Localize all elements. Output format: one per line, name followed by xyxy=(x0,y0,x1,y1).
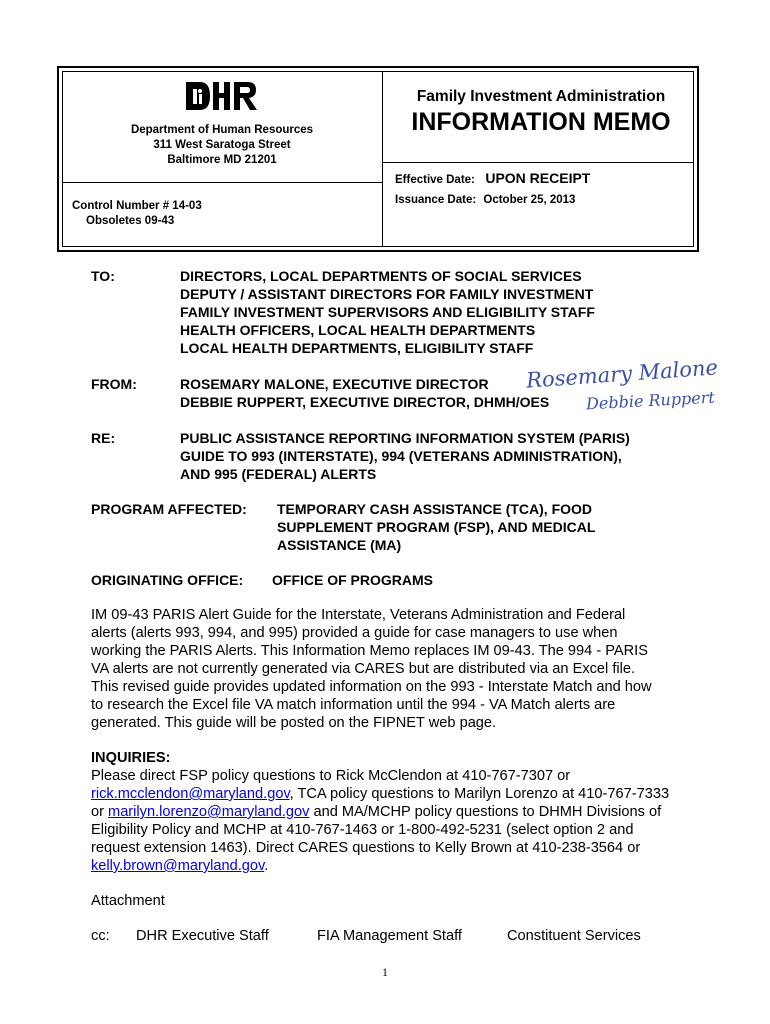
inquiries-text: . xyxy=(264,858,269,874)
administration-name: Family Investment Administration xyxy=(416,88,666,105)
inquiries-text: and MA/MCHP policy questions to DHMH Divisions of xyxy=(309,804,662,820)
from-line: DEBBIE RUPPERT, EXECUTIVE DIRECTOR, DHMH/OES xyxy=(180,394,550,410)
inquiries-line: Eligibility Policy and MCHP at 410-767-1463 or 1-800-492-5231 (select option 2 and xyxy=(91,822,634,838)
from-senders xyxy=(180,375,549,411)
dhr-logo xyxy=(186,80,258,112)
department-city: Baltimore MD 21201 xyxy=(167,154,277,166)
body-line: working the PARIS Alerts. This Information Memo replaces IM 09-43. The 994 - PARIS xyxy=(91,643,648,659)
from-line: ROSEMARY MALONE, EXECUTIVE DIRECTOR xyxy=(180,376,489,392)
signature-ruppert: Debbie Ruppert xyxy=(585,387,716,414)
department-street: 311 West Saratoga Street xyxy=(153,139,291,151)
issuance-date-value: October 25, 2013 xyxy=(483,194,576,206)
body-line: IM 09-43 PARIS Alert Guide for the Interstate, Veterans Administration and Federal xyxy=(91,607,626,623)
email-link-mcclendon[interactable]: rick.mcclendon@maryland.gov xyxy=(91,786,290,802)
program-line: TEMPORARY CASH ASSISTANCE (TCA), FOOD xyxy=(277,501,593,517)
inquiries-text: , TCA policy questions to Marilyn Lorenzo at 410-767-7333 xyxy=(289,786,670,802)
to-label: TO: xyxy=(91,268,115,284)
cc-item: DHR Executive Staff xyxy=(136,928,269,944)
inquiries-line xyxy=(91,785,669,803)
body-line: VA alerts are not currently generated via CARES but are distributed via an Excel file. xyxy=(91,661,636,677)
re-subject xyxy=(180,429,630,483)
originating-value: OFFICE OF PROGRAMS xyxy=(272,572,433,588)
to-recipients xyxy=(180,267,595,357)
control-number: Control Number # 14-03 xyxy=(72,200,202,212)
effective-date-label: Effective Date: xyxy=(395,174,475,186)
department-name: Department of Human Resources xyxy=(130,124,314,136)
re-line: AND 995 (FEDERAL) ALERTS xyxy=(180,466,377,482)
email-link-lorenzo[interactable]: marilyn.lorenzo@maryland.gov xyxy=(108,804,310,820)
originating-label: ORIGINATING OFFICE: xyxy=(91,572,244,588)
effective-date-row xyxy=(395,170,590,188)
body-line: This revised guide provides updated information on the 993 - Interstate Match and how xyxy=(91,679,652,695)
to-line: DIRECTORS, LOCAL DEPARTMENTS OF SOCIAL SERVICES xyxy=(180,268,582,284)
to-line: LOCAL HEALTH DEPARTMENTS, ELIGIBILITY STAFF xyxy=(180,340,534,356)
inquiries-line xyxy=(91,857,669,875)
inquiries-text: or xyxy=(91,804,109,820)
inquiries-line xyxy=(91,803,669,821)
to-line: FAMILY INVESTMENT SUPERVISORS AND ELIGIBILITY STAFF xyxy=(180,304,595,320)
cc-label: cc: xyxy=(91,928,110,944)
program-label: PROGRAM AFFECTED: xyxy=(91,501,247,517)
program-line: SUPPLEMENT PROGRAM (FSP), AND MEDICAL xyxy=(277,519,596,535)
inquiries-heading: INQUIRIES: xyxy=(91,750,171,766)
attachment-label: Attachment xyxy=(91,893,165,909)
program-line: ASSISTANCE (MA) xyxy=(277,537,402,553)
cc-item: FIA Management Staff xyxy=(317,928,462,944)
issuance-date-row xyxy=(395,194,575,206)
re-line: PUBLIC ASSISTANCE REPORTING INFORMATION SYSTEM (PARIS) xyxy=(180,430,630,446)
header-divider-right xyxy=(382,162,694,163)
body-line: generated. This guide will be posted on the FIPNET web page. xyxy=(91,715,497,731)
body-line: to research the Excel file VA match information until the 994 - VA Match alerts are xyxy=(91,697,616,713)
issuance-date-label: Issuance Date: xyxy=(395,194,477,206)
memo-body xyxy=(91,606,652,732)
dhr-logo-icon xyxy=(186,80,258,112)
re-label: RE: xyxy=(91,430,116,446)
header-divider-left xyxy=(62,182,382,183)
inquiries-body xyxy=(91,767,669,875)
cc-item: Constituent Services xyxy=(507,928,641,944)
effective-date-value: UPON RECEIPT xyxy=(485,170,591,186)
body-line: alerts (alerts 993, 994, and 995) provided a guide for case managers to use when xyxy=(91,625,618,641)
from-label: FROM: xyxy=(91,376,137,392)
page-number: 1 xyxy=(382,965,388,979)
inquiries-line: Please direct FSP policy questions to Rick McClendon at 410-767-7307 or xyxy=(91,768,571,784)
to-line: DEPUTY / ASSISTANT DIRECTORS FOR FAMILY INVESTMENT xyxy=(180,286,594,302)
program-value xyxy=(277,500,595,554)
obsoletes: Obsoletes 09-43 xyxy=(86,215,175,227)
to-line: HEALTH OFFICERS, LOCAL HEALTH DEPARTMENTS xyxy=(180,322,536,338)
memo-title: INFORMATION MEMO xyxy=(411,108,671,136)
inquiries-line: request extension 1463). Direct CARES questions to Kelly Brown at 410-238-3564 or xyxy=(91,840,641,856)
signature-malone: Rosemary Malone xyxy=(525,355,719,393)
re-line: GUIDE TO 993 (INTERSTATE), 994 (VETERANS ADMINISTRATION), xyxy=(180,448,622,464)
email-link-brown[interactable]: kelly.brown@maryland.gov xyxy=(91,858,265,874)
